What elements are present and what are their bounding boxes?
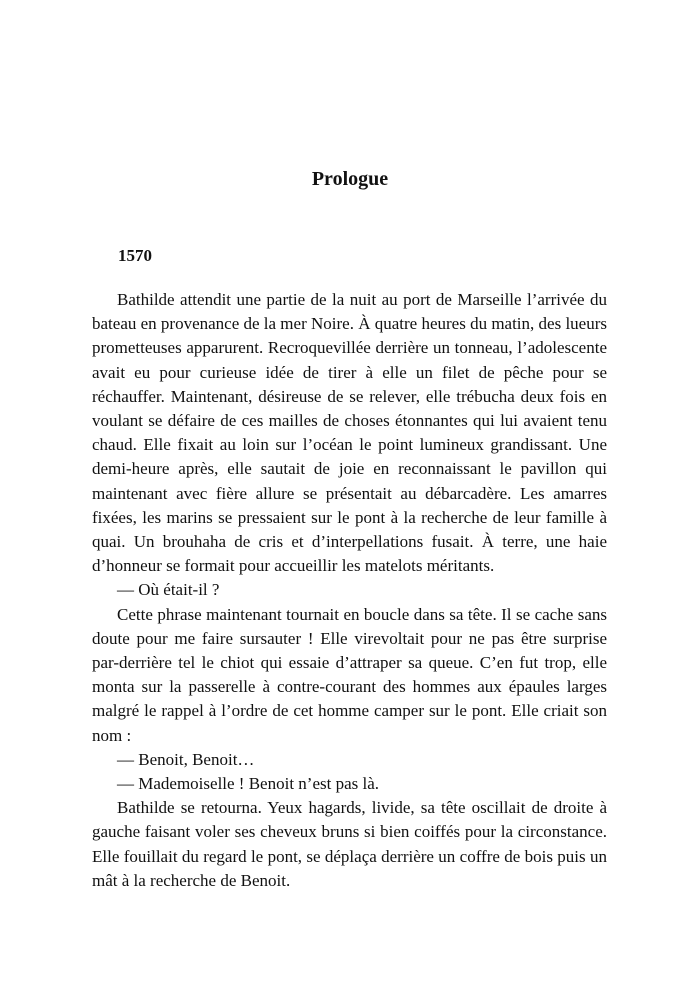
paragraph: Cette phrase maintenant tournait en boucle dans sa tête. Il se cache sans doute pour me faire sursauter ! Elle virevoltait pour ne pas être surprise par-derrière tel le chiot qui essaie d’attraper sa queue. C’en fut trop, elle monta sur la passerelle à contre-courant des hommes aux épaules larges malgré le rappel à l’ordre de cet homme camper sur le pont. Elle criait son nom :: [92, 604, 607, 745]
dialogue-line: — Mademoiselle ! Benoit n’est pas là.: [117, 774, 380, 794]
chapter-title: Prologue: [311, 168, 389, 190]
paragraph: Bathilde attendit une partie de la nuit au port de Marseille l’arrivée du bateau en provenance de la mer Noire. À quatre heures du matin, des lueurs prometteuses apparurent. Recroquevillée derrière un tonneau, l’adolescente avait eu pour curieuse idée de tirer à elle un filet de pêche pour se réchauffer. Maintenant, désireuse de se relever, elle trébucha deux fois en voulant se défaire de ces mailles de choses étonnantes qui lui avaient tenu chaud. Elle fixait au loin sur l’océan le point lumineux grandissant. Une demi-heure après, elle sautait de joie en reconnaissant le pavillon qui maintenant avec fière allure se présentait au débarcadère. Les amarres fixées, les marins se pressaient sur le pont à la recherche de leur famille à quai. Un brouhaha de cris et d’interpellations fusait. À terre, une haie d’honneur se formait pour accueillir les matelots méritants.: [92, 290, 607, 576]
paragraph: Bathilde se retourna. Yeux hagards, livide, sa tête oscillait de droite à gauche faisant voler ses cheveux bruns si bien coiffés pour la circonstance. Elle fouillait du regard le pont, se déplaça derrière un coffre de bois puis un mât à la recherche de Benoit.: [92, 798, 607, 890]
body-text: [92, 288, 607, 893]
dialogue-line: — Benoit, Benoit…: [117, 749, 255, 769]
section-year: 1570: [118, 246, 152, 265]
dialogue-line: — Où était-il ?: [117, 580, 220, 600]
